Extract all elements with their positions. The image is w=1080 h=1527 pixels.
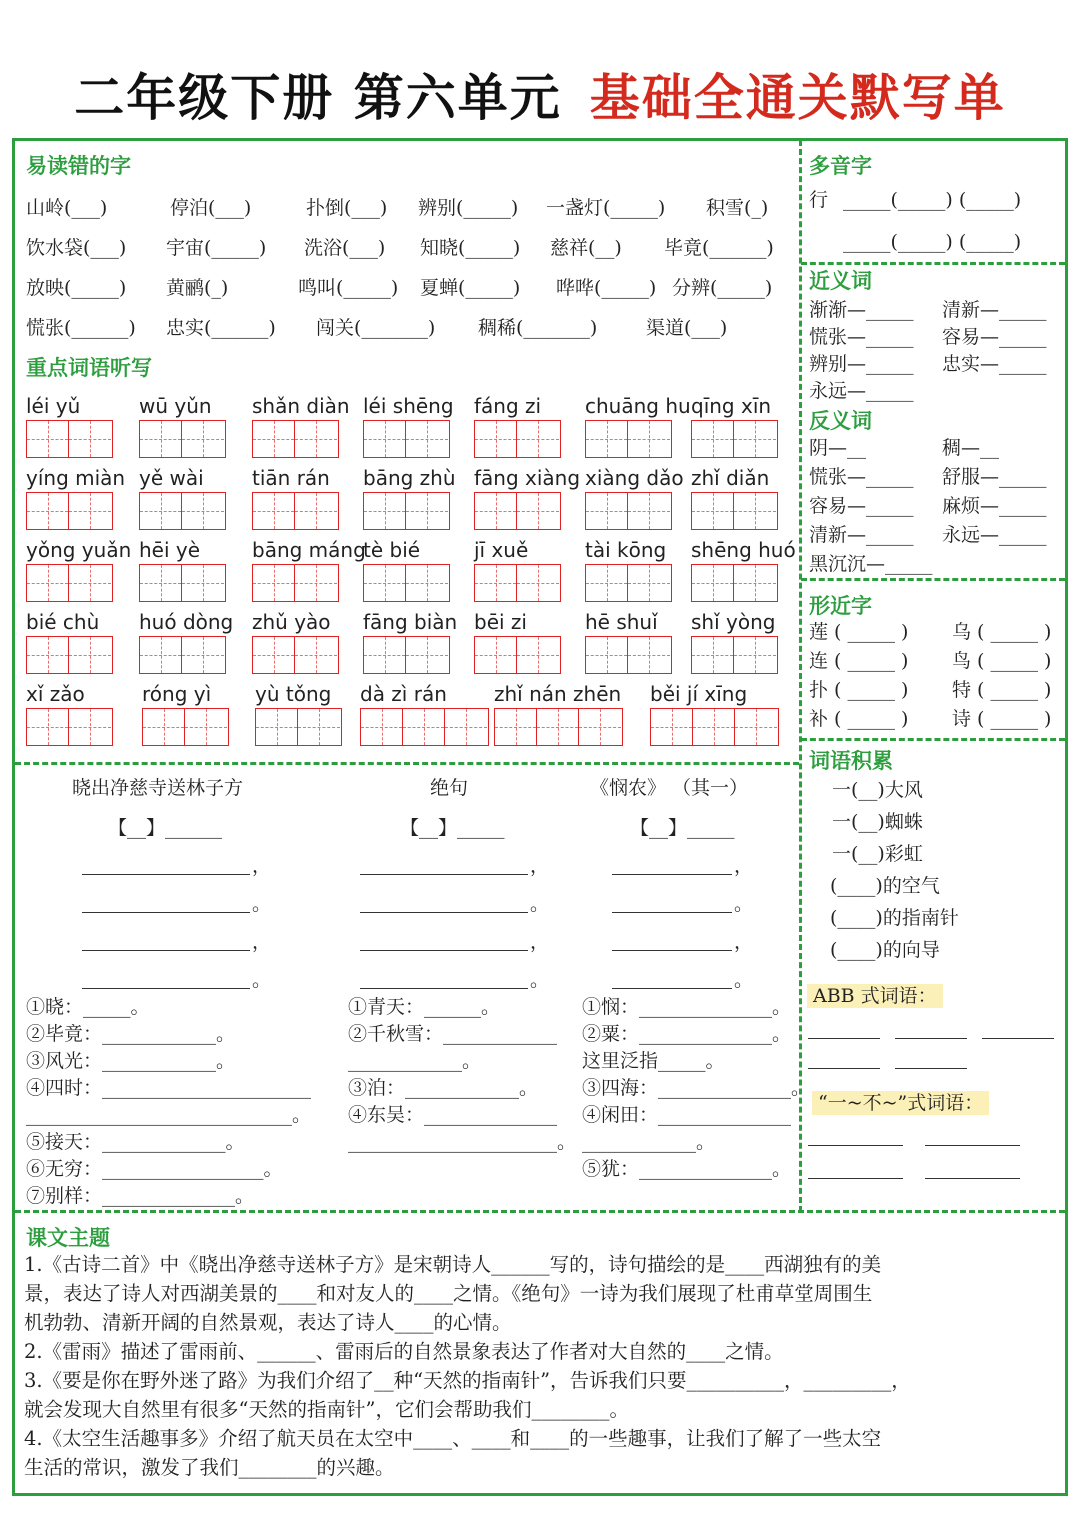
theme-line: 机勃勃、清新开阔的自然景观，表达了诗人____的心情。 (24, 1311, 512, 1334)
poem-title: 绝句 (430, 777, 469, 799)
poem-note: ____________。 (582, 1131, 716, 1153)
poem-note: ③四海：______________。 (582, 1077, 811, 1099)
grid-box (27, 421, 69, 457)
pinyin-label: fáng zi (474, 394, 542, 418)
poem-note: ①晓：_____。 (26, 996, 150, 1018)
easy-wrong-item: 一盏灯(_____) (546, 197, 666, 219)
poem-punct: 。 (252, 893, 272, 915)
grid-box (406, 637, 448, 673)
answer-line (808, 1068, 880, 1069)
antonyms-item: 稠—__ (942, 437, 1000, 459)
vocab-item: 一(__)大风 (832, 779, 923, 801)
grid-box (406, 565, 448, 601)
easy-wrong-item: 稠稀(_______) (478, 317, 598, 339)
similar-item: 乌 ( _____ ) (952, 621, 1052, 643)
pinyin-label: hēi yè (139, 538, 201, 562)
section-easy-wrong: 易读错的字 (26, 154, 131, 178)
pinyin-label: bāng zhù (363, 466, 456, 490)
divider (15, 762, 799, 765)
poem-note: ⑤接天：_____________。 (26, 1131, 245, 1153)
poem-line (360, 988, 528, 989)
poem-punct: 。 (734, 969, 754, 991)
grid-box (182, 637, 224, 673)
writing-grid (585, 564, 672, 602)
poem-note: ④四时：______________________ (26, 1077, 312, 1099)
grid-box (69, 493, 111, 529)
writing-grid (691, 636, 778, 674)
vocab-item: (____)的向导 (830, 939, 940, 961)
grid-box (27, 565, 69, 601)
poem-punct: 。 (734, 893, 754, 915)
grid-box (182, 565, 224, 601)
poem-note: ⑤犹：______________。 (582, 1158, 792, 1180)
poem-line (360, 950, 528, 951)
writing-grid (363, 636, 450, 674)
easy-wrong-item: 扑倒(___) (306, 197, 388, 219)
poem-punct: ， (734, 931, 754, 953)
grid-box (517, 493, 559, 529)
pinyin-label: wū yǔn (139, 394, 212, 418)
grid-box (517, 565, 559, 601)
easy-wrong-item: 知晓(_____) (420, 237, 521, 259)
answer-line (808, 1145, 903, 1146)
writing-grid (252, 564, 339, 602)
similar-item: 补 ( _____ ) (809, 708, 909, 730)
divider (799, 140, 802, 1212)
writing-grid (474, 492, 561, 530)
divider (801, 738, 1065, 741)
grid-box (295, 493, 337, 529)
antonyms-item: 舒服—_____ (942, 466, 1047, 488)
antonyms-item: 永远—_____ (942, 524, 1047, 546)
pinyin-label: bié chù (26, 610, 100, 634)
grid-box (445, 709, 487, 745)
grid-box (586, 493, 628, 529)
polyphone-blank: _____(_____) (_____) (843, 231, 1022, 253)
pinyin-label: bāng máng (252, 538, 366, 562)
theme-line: 生活的常识，激发了我们________的兴趣。 (24, 1456, 395, 1479)
easy-wrong-item: 宇宙(_____) (166, 237, 267, 259)
similar-item: 诗 ( _____ ) (952, 708, 1052, 730)
similar-item: 莲 ( _____ ) (809, 621, 909, 643)
pinyin-label: bēi zi (474, 610, 527, 634)
antonyms-item: 麻烦—_____ (942, 495, 1047, 517)
grid-box (692, 637, 734, 673)
writing-grid (139, 636, 226, 674)
poem-line (612, 988, 732, 989)
poem-author: 【__】______ (108, 817, 223, 839)
grid-box (364, 421, 406, 457)
theme-line: 就会发现大自然里有很多“天然的指南针”，它们会帮助我们________。 (24, 1398, 629, 1421)
writing-grid (474, 564, 561, 602)
poem-line (612, 950, 732, 951)
writing-grid (363, 564, 450, 602)
pinyin-label: léi yǔ (26, 394, 81, 418)
writing-grid (650, 708, 779, 746)
poem-line (360, 912, 528, 913)
poem-note: ____________。 (348, 1050, 482, 1072)
pinyin-label: běi jí xīng (650, 682, 748, 706)
poem-punct: 。 (530, 969, 550, 991)
easy-wrong-item: 山岭(___) (26, 197, 108, 219)
yi-bu-label: “一~不~”式词语： (812, 1091, 989, 1115)
grid-box (651, 709, 693, 745)
writing-grid (139, 420, 226, 458)
pinyin-label: shēng huó (691, 538, 796, 562)
writing-grid (360, 708, 489, 746)
grid-box (734, 421, 776, 457)
writing-grid (26, 564, 113, 602)
easy-wrong-item: 饮水袋(___) (26, 237, 127, 259)
grid-box (403, 709, 445, 745)
writing-grid (142, 708, 229, 746)
poem-note: ③泊：____________。 (348, 1077, 539, 1099)
writing-grid (585, 492, 672, 530)
pinyin-label: huó dòng (139, 610, 234, 634)
answer-line (982, 1038, 1054, 1039)
easy-wrong-item: 慌张(______) (26, 317, 136, 339)
divider (801, 578, 1065, 581)
poem-punct: ， (252, 855, 272, 877)
easy-wrong-item: 闯关(_______) (316, 317, 436, 339)
pinyin-label: qīng xīn (691, 394, 772, 418)
grid-box (69, 421, 111, 457)
easy-wrong-item: 渠道(___) (646, 317, 728, 339)
writing-grid (474, 420, 561, 458)
grid-box (253, 493, 295, 529)
grid-box (364, 565, 406, 601)
easy-wrong-item: 忠实(______) (166, 317, 276, 339)
polyphone-blank: _____(_____) (_____) (843, 189, 1022, 211)
pinyin-label: yǒng yuǎn (26, 538, 132, 562)
easy-wrong-item: 慈祥(__) (550, 237, 622, 259)
grid-box (140, 565, 182, 601)
vocab-item: (____)的指南针 (830, 907, 959, 929)
writing-grid (691, 420, 778, 458)
grid-box (295, 637, 337, 673)
theme-line: 4.《太空生活趣事多》介绍了航天员在太空中____、____和____的一些趣事，让我们了解了一些太空 (24, 1427, 882, 1450)
pinyin-label: xiàng dǎo (585, 466, 684, 490)
poem-punct: 。 (530, 893, 550, 915)
writing-grid (255, 708, 342, 746)
section-polyphone: 多音字 (809, 154, 872, 178)
writing-grid (26, 492, 113, 530)
poem-author: 【__】_____ (630, 817, 735, 839)
poem-title: 晓出净慈寺送林子方 (72, 777, 244, 799)
grid-box (495, 709, 537, 745)
synonyms-item: 慌张—_____ (809, 326, 914, 348)
vocab-item: 一(__)彩虹 (832, 843, 923, 865)
pinyin-label: shǎn diàn (252, 394, 350, 418)
grid-box (182, 493, 224, 529)
synonyms-item: 清新—_____ (942, 299, 1047, 321)
pinyin-label: fāng xiàng (474, 466, 581, 490)
grid-box (586, 637, 628, 673)
pinyin-label: shǐ yòng (691, 610, 776, 634)
pinyin-label: léi shēng (363, 394, 454, 418)
grid-box (69, 709, 111, 745)
synonyms-item: 渐渐—_____ (809, 299, 914, 321)
antonyms-item: 容易—_____ (809, 495, 914, 517)
answer-line (925, 1145, 1020, 1146)
grid-box (27, 709, 69, 745)
grid-box (182, 421, 224, 457)
pinyin-label: dà zì rán (360, 682, 447, 706)
grid-box (692, 565, 734, 601)
grid-box (628, 493, 670, 529)
grid-box (364, 493, 406, 529)
similar-item: 扑 ( _____ ) (809, 679, 909, 701)
similar-item: 特 ( _____ ) (952, 679, 1052, 701)
synonyms-item: 容易—_____ (942, 326, 1047, 348)
writing-grid (494, 708, 623, 746)
antonyms-item: 慌张—_____ (809, 466, 914, 488)
easy-wrong-item: 鸣叫(_____) (298, 277, 399, 299)
grid-box (734, 637, 776, 673)
antonyms-item: 黑沉沉—_____ (809, 553, 933, 575)
grid-box (475, 421, 517, 457)
grid-box (586, 565, 628, 601)
pinyin-label: jī xuě (474, 538, 529, 562)
writing-grid (691, 564, 778, 602)
easy-wrong-item: 黄鹂(_) (166, 277, 229, 299)
grid-box (475, 565, 517, 601)
section-antonyms: 反义词 (809, 409, 872, 433)
grid-box (295, 421, 337, 457)
easy-wrong-item: 毕竟(______) (664, 237, 774, 259)
vocab-item: 一(__)蜘蛛 (832, 811, 923, 833)
poem-note: ③风光：____________。 (26, 1050, 236, 1072)
easy-wrong-item: 停泊(___) (170, 197, 252, 219)
grid-box (628, 421, 670, 457)
pinyin-label: zhǐ diǎn (691, 466, 770, 490)
easy-wrong-item: 洗浴(___) (304, 237, 386, 259)
poem-author: 【__】_____ (400, 817, 505, 839)
easy-wrong-item: 哗哗(_____) (556, 277, 657, 299)
section-synonyms: 近义词 (809, 269, 872, 293)
pinyin-label: tè bié (363, 538, 421, 562)
grid-box (298, 709, 340, 745)
grid-box (69, 565, 111, 601)
grid-box (406, 493, 448, 529)
writing-grid (252, 636, 339, 674)
poem-note: ____________________________。 (26, 1104, 312, 1126)
writing-grid (691, 492, 778, 530)
poem-line (612, 912, 732, 913)
poem-title: 《悯农》 （其一） (590, 777, 749, 799)
grid-box (735, 709, 777, 745)
pinyin-label: hē shuǐ (585, 610, 658, 634)
section-theme: 课文主题 (26, 1226, 110, 1250)
pinyin-label: róng yì (142, 682, 212, 706)
poem-note: ⑦别样：______________。 (26, 1185, 255, 1207)
grid-box (628, 637, 670, 673)
poem-note: ②毕竟：____________。 (26, 1023, 236, 1045)
grid-box (692, 493, 734, 529)
easy-wrong-item: 分辨(_____) (672, 277, 773, 299)
grid-box (406, 421, 448, 457)
grid-box (185, 709, 227, 745)
pinyin-label: yě wài (139, 466, 204, 490)
grid-box (253, 565, 295, 601)
grid-box (253, 637, 295, 673)
grid-box (475, 493, 517, 529)
grid-box (475, 637, 517, 673)
synonyms-item: 忠实—_____ (942, 353, 1047, 375)
theme-line: 2.《雷雨》描述了雷雨前、______、雷雨后的自然景象表达了作者对大自然的____之情。 (24, 1340, 784, 1363)
grid-box (140, 637, 182, 673)
writing-grid (139, 564, 226, 602)
vocab-item: (____)的空气 (830, 875, 940, 897)
answer-line (808, 1178, 903, 1179)
grid-box (361, 709, 403, 745)
writing-grid (26, 420, 113, 458)
section-similar: 形近字 (809, 594, 872, 618)
easy-wrong-item: 辨别(_____) (418, 197, 519, 219)
poem-line (82, 950, 250, 951)
synonyms-item: 永远—_____ (809, 380, 914, 402)
grid-box (628, 565, 670, 601)
answer-line (925, 1178, 1020, 1179)
grid-box (295, 565, 337, 601)
polyphone-char: 行 (809, 189, 829, 211)
grid-box (734, 565, 776, 601)
page-title: 二年级下册 第六单元 基础全通关默写单 (74, 69, 1006, 127)
writing-grid (139, 492, 226, 530)
pinyin-label: tiān rán (252, 466, 330, 490)
answer-line (808, 1038, 880, 1039)
pinyin-label: yù tǒng (255, 682, 332, 706)
grid-box (517, 421, 559, 457)
theme-line: 3.《要是你在野外迷了路》为我们介绍了__种“天然的指南针”，告诉我们只要__________，_________， (24, 1369, 911, 1392)
poem-punct: ， (252, 931, 272, 953)
pinyin-label: xǐ zǎo (26, 682, 85, 706)
poem-note: ______________________。 (348, 1131, 577, 1153)
grid-box (140, 421, 182, 457)
writing-grid (363, 420, 450, 458)
poem-line (360, 874, 528, 875)
poem-note: 这里泛指_____。 (582, 1050, 725, 1072)
poem-note: ⑥无穷：_________________。 (26, 1158, 283, 1180)
grid-box (692, 421, 734, 457)
grid-box (253, 421, 295, 457)
writing-grid (26, 708, 113, 746)
writing-grid (363, 492, 450, 530)
pinyin-label: zhǔ yào (252, 610, 331, 634)
grid-box (27, 637, 69, 673)
grid-box (734, 493, 776, 529)
answer-line (895, 1068, 967, 1069)
pinyin-label: yíng miàn (26, 466, 126, 490)
grid-box (579, 709, 621, 745)
easy-wrong-item: 夏蝉(_____) (420, 277, 521, 299)
writing-grid (585, 420, 672, 458)
answer-line (895, 1038, 967, 1039)
theme-line: 1.《古诗二首》中《晓出净慈寺送林子方》是宋朝诗人______写的，诗句描绘的是____西湖独有的美 (24, 1253, 882, 1276)
easy-wrong-item: 积雪(_) (706, 197, 769, 219)
poem-note: ②粟：______________。 (582, 1023, 792, 1045)
writing-grid (26, 636, 113, 674)
poem-punct: ， (530, 931, 550, 953)
writing-grid (252, 492, 339, 530)
poem-punct: ， (530, 855, 550, 877)
grid-box (517, 637, 559, 673)
grid-box (537, 709, 579, 745)
similar-item: 鸟 ( _____ ) (952, 650, 1052, 672)
divider (15, 1210, 1065, 1213)
poem-line (82, 912, 250, 913)
theme-line: 景，表达了诗人对西湖美景的____和对友人的____之情。《绝句》一诗为我们展现了杜甫草堂周围生 (24, 1282, 873, 1305)
poem-note: ①悯：______________。 (582, 996, 792, 1018)
abb-label: ABB 式词语： (807, 984, 943, 1008)
writing-grid (474, 636, 561, 674)
antonyms-item: 清新—_____ (809, 524, 914, 546)
poem-punct: ， (734, 855, 754, 877)
poem-line (82, 988, 250, 989)
similar-item: 连 ( _____ ) (809, 650, 909, 672)
writing-grid (252, 420, 339, 458)
poem-note: ④东吴：______________ (348, 1104, 558, 1126)
poem-line (612, 874, 732, 875)
poem-note: ②千秋雪：____________ (348, 1023, 558, 1045)
grid-box (27, 493, 69, 529)
writing-grid (585, 636, 672, 674)
grid-box (364, 637, 406, 673)
poem-punct: 。 (252, 969, 272, 991)
section-key-words: 重点词语听写 (26, 356, 152, 380)
grid-box (693, 709, 735, 745)
pinyin-label: chuāng hu (585, 394, 691, 418)
poem-note: ①青天：______。 (348, 996, 501, 1018)
grid-box (586, 421, 628, 457)
pinyin-label: zhǐ nán zhēn (494, 682, 622, 706)
pinyin-label: fāng biàn (363, 610, 458, 634)
pinyin-label: tài kōng (585, 538, 667, 562)
grid-box (143, 709, 185, 745)
grid-box (256, 709, 298, 745)
poem-line (82, 874, 250, 875)
synonyms-item: 辨别—_____ (809, 353, 914, 375)
easy-wrong-item: 放映(_____) (26, 277, 127, 299)
antonyms-item: 阴—__ (809, 437, 867, 459)
grid-box (140, 493, 182, 529)
poem-note: ④闲田：______________ (582, 1104, 792, 1126)
section-vocab: 词语积累 (809, 749, 893, 773)
grid-box (69, 637, 111, 673)
